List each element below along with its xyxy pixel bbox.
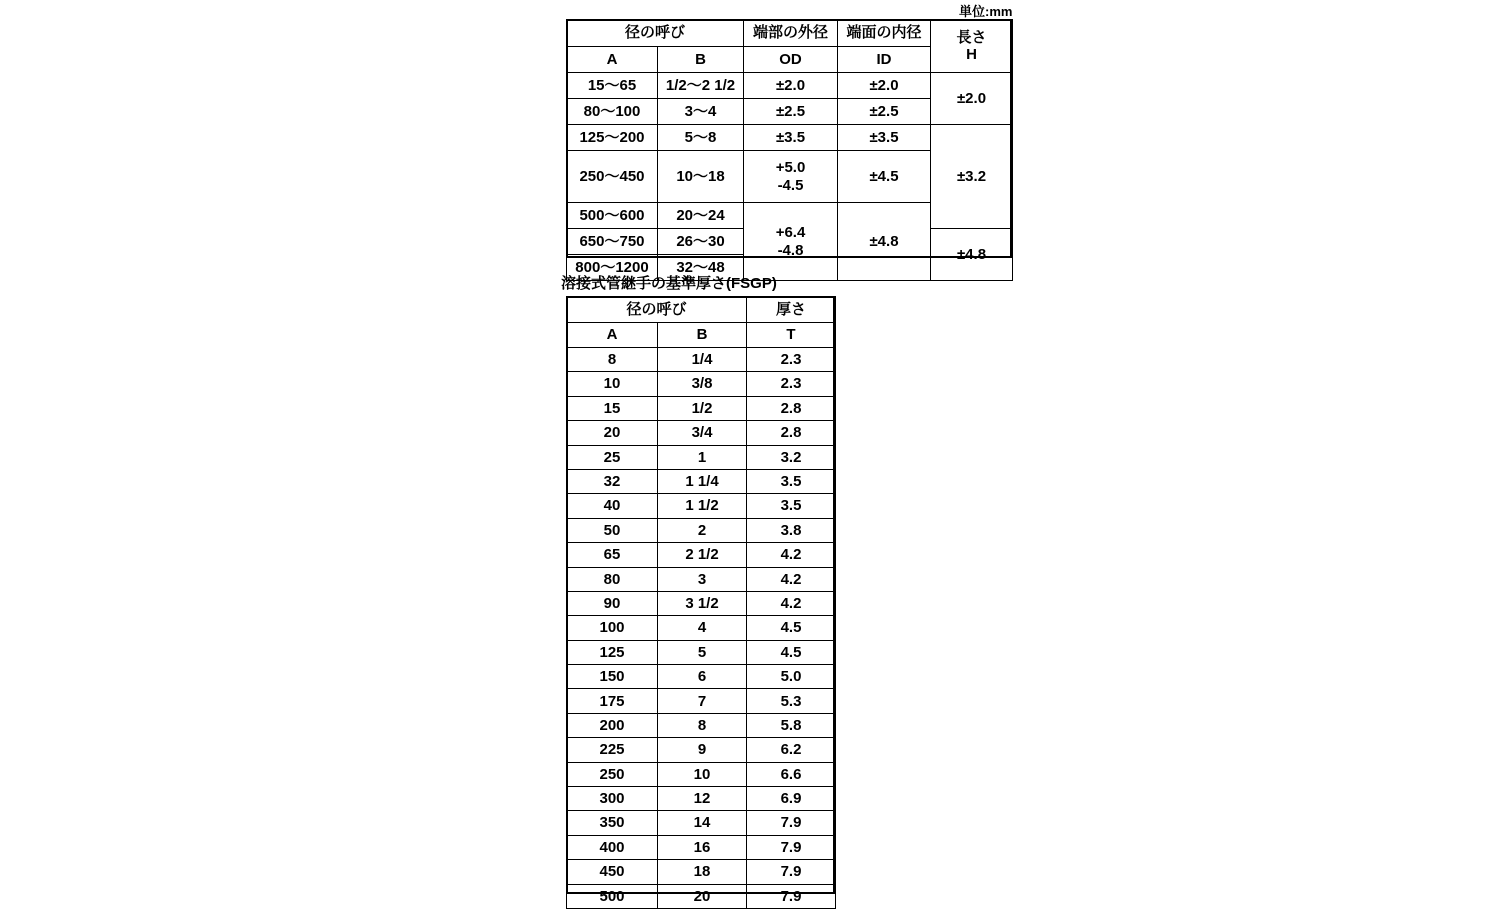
header-thickness-line1: 厚さ (747, 297, 836, 323)
cell-a: 15〜65 (567, 73, 658, 99)
cell-id: ±4.5 (838, 151, 931, 203)
cell-a: 80〜100 (567, 99, 658, 125)
header-diameter-group: 径の呼び (567, 20, 744, 47)
cell-a: 450 (567, 860, 658, 884)
cell-a: 250 (567, 762, 658, 786)
cell-od-minus: -4.5 (777, 176, 804, 194)
cell-b: 3 (658, 567, 747, 591)
table-row (567, 738, 836, 762)
cell-a: 32 (567, 469, 658, 493)
cell-b: 2 1/2 (658, 543, 747, 567)
cell-id: ±4.8 (838, 203, 931, 281)
cell-a: 80 (567, 567, 658, 591)
cell-b: 16 (658, 835, 747, 859)
cell-a: 90 (567, 591, 658, 615)
cell-t: 7.9 (747, 835, 836, 859)
cell-od-minus: -4.8 (777, 241, 804, 259)
cell-t: 6.6 (747, 762, 836, 786)
cell-b: 26〜30 (658, 229, 744, 255)
cell-a: 20 (567, 421, 658, 445)
cell-t: 5.0 (747, 665, 836, 689)
header-id-line1: 端面の内径 (838, 20, 931, 47)
table-row (567, 543, 836, 567)
cell-t: 2.3 (747, 372, 836, 396)
table-row (567, 811, 836, 835)
cell-b: 7 (658, 689, 747, 713)
cell-b: 3/8 (658, 372, 747, 396)
cell-a: 175 (567, 689, 658, 713)
table-row (567, 125, 1013, 151)
cell-t: 6.9 (747, 787, 836, 811)
header-b: B (658, 47, 744, 73)
cell-t: 3.2 (747, 445, 836, 469)
cell-id: ±2.0 (838, 73, 931, 99)
cell-a: 400 (567, 835, 658, 859)
table-row (567, 835, 836, 859)
cell-b: 5〜8 (658, 125, 744, 151)
cell-t: 4.2 (747, 543, 836, 567)
table-row (567, 469, 836, 493)
cell-t: 4.5 (747, 640, 836, 664)
cell-od-plus: +5.0 (775, 159, 806, 177)
cell-a: 250〜450 (567, 151, 658, 203)
cell-a: 300 (567, 787, 658, 811)
cell-a: 25 (567, 445, 658, 469)
cell-h: ±2.0 (931, 73, 1013, 125)
table-row (567, 640, 836, 664)
cell-b: 3/4 (658, 421, 747, 445)
cell-t: 4.5 (747, 616, 836, 640)
cell-b: 12 (658, 787, 747, 811)
table-row (567, 689, 836, 713)
cell-b: 20〜24 (658, 203, 744, 229)
table-row (567, 591, 836, 615)
cell-a: 650〜750 (567, 229, 658, 255)
header-a: A (567, 323, 658, 348)
cell-b: 6 (658, 665, 747, 689)
cell-b: 18 (658, 860, 747, 884)
header-b: B (658, 323, 747, 348)
cell-b: 10 (658, 762, 747, 786)
header-h-line1: 長さ (956, 28, 987, 46)
cell-b: 9 (658, 738, 747, 762)
header-od-line1: 端部の外径 (744, 20, 838, 47)
cell-od (744, 151, 838, 203)
cell-b: 4 (658, 616, 747, 640)
cell-a: 10 (567, 372, 658, 396)
cell-t: 5.3 (747, 689, 836, 713)
header-id-line2: ID (838, 47, 931, 73)
cell-a: 350 (567, 811, 658, 835)
cell-a: 500 (567, 884, 658, 908)
cell-t: 7.9 (747, 860, 836, 884)
cell-h: ±3.2 (931, 125, 1013, 229)
cell-od: ±2.5 (744, 99, 838, 125)
table-row (567, 884, 836, 908)
unit-note: 単位:mm (959, 4, 1013, 19)
table-row (567, 518, 836, 542)
table-row (567, 665, 836, 689)
cell-b: 1/2 (658, 396, 747, 420)
tolerance-table (566, 19, 1013, 281)
cell-b: 1 1/2 (658, 494, 747, 518)
cell-t: 4.2 (747, 567, 836, 591)
table-row (567, 567, 836, 591)
cell-b: 2 (658, 518, 747, 542)
cell-a: 225 (567, 738, 658, 762)
cell-b: 1 1/4 (658, 469, 747, 493)
table-row (567, 445, 836, 469)
table-row (567, 713, 836, 737)
cell-a: 8 (567, 348, 658, 372)
table-row (567, 348, 836, 372)
cell-b: 8 (658, 713, 747, 737)
table-row (567, 73, 1013, 99)
cell-t: 4.2 (747, 591, 836, 615)
cell-b: 20 (658, 884, 747, 908)
cell-a: 15 (567, 396, 658, 420)
cell-t: 3.5 (747, 469, 836, 493)
page-title: 溶接式管継手の基準厚さ(FSGP) (561, 275, 777, 292)
cell-od: ±2.0 (744, 73, 838, 99)
table-row (567, 860, 836, 884)
cell-a: 50 (567, 518, 658, 542)
table-row (567, 494, 836, 518)
cell-b: 1 (658, 445, 747, 469)
header-h (931, 20, 1013, 73)
header-thickness-line2: T (747, 323, 836, 348)
cell-t: 3.8 (747, 518, 836, 542)
cell-a: 200 (567, 713, 658, 737)
table-row (567, 762, 836, 786)
table-row (567, 372, 836, 396)
cell-b: 1/2〜2 1/2 (658, 73, 744, 99)
cell-t: 7.9 (747, 884, 836, 908)
cell-id: ±3.5 (838, 125, 931, 151)
header-a: A (567, 47, 658, 73)
cell-t: 3.5 (747, 494, 836, 518)
table-row (567, 787, 836, 811)
cell-b: 10〜18 (658, 151, 744, 203)
cell-a: 125〜200 (567, 125, 658, 151)
table-row (567, 616, 836, 640)
cell-t: 2.8 (747, 396, 836, 420)
cell-b: 5 (658, 640, 747, 664)
cell-t: 7.9 (747, 811, 836, 835)
cell-t: 6.2 (747, 738, 836, 762)
cell-a: 150 (567, 665, 658, 689)
table-row (567, 421, 836, 445)
cell-b: 1/4 (658, 348, 747, 372)
cell-b: 3〜4 (658, 99, 744, 125)
cell-t: 2.3 (747, 348, 836, 372)
header-h-line2: H (966, 46, 977, 63)
table-header-row-1 (567, 297, 836, 323)
cell-b: 32〜48 (658, 255, 744, 281)
cell-a: 40 (567, 494, 658, 518)
cell-od: ±3.5 (744, 125, 838, 151)
cell-h: ±4.8 (931, 229, 1013, 281)
cell-b: 14 (658, 811, 747, 835)
thickness-table (566, 296, 836, 909)
table-header-row-2 (567, 323, 836, 348)
cell-od (744, 203, 838, 281)
header-od-line2: OD (744, 47, 838, 73)
cell-a: 500〜600 (567, 203, 658, 229)
cell-t: 2.8 (747, 421, 836, 445)
cell-a: 100 (567, 616, 658, 640)
cell-t: 5.8 (747, 713, 836, 737)
cell-od-plus: +6.4 (775, 224, 806, 242)
cell-a: 125 (567, 640, 658, 664)
cell-b: 3 1/2 (658, 591, 747, 615)
cell-a: 65 (567, 543, 658, 567)
cell-a: 800〜1200 (567, 255, 658, 281)
cell-id: ±2.5 (838, 99, 931, 125)
table-row (567, 396, 836, 420)
header-diameter-group: 径の呼び (567, 297, 747, 323)
table-header-row-1 (567, 20, 1013, 47)
